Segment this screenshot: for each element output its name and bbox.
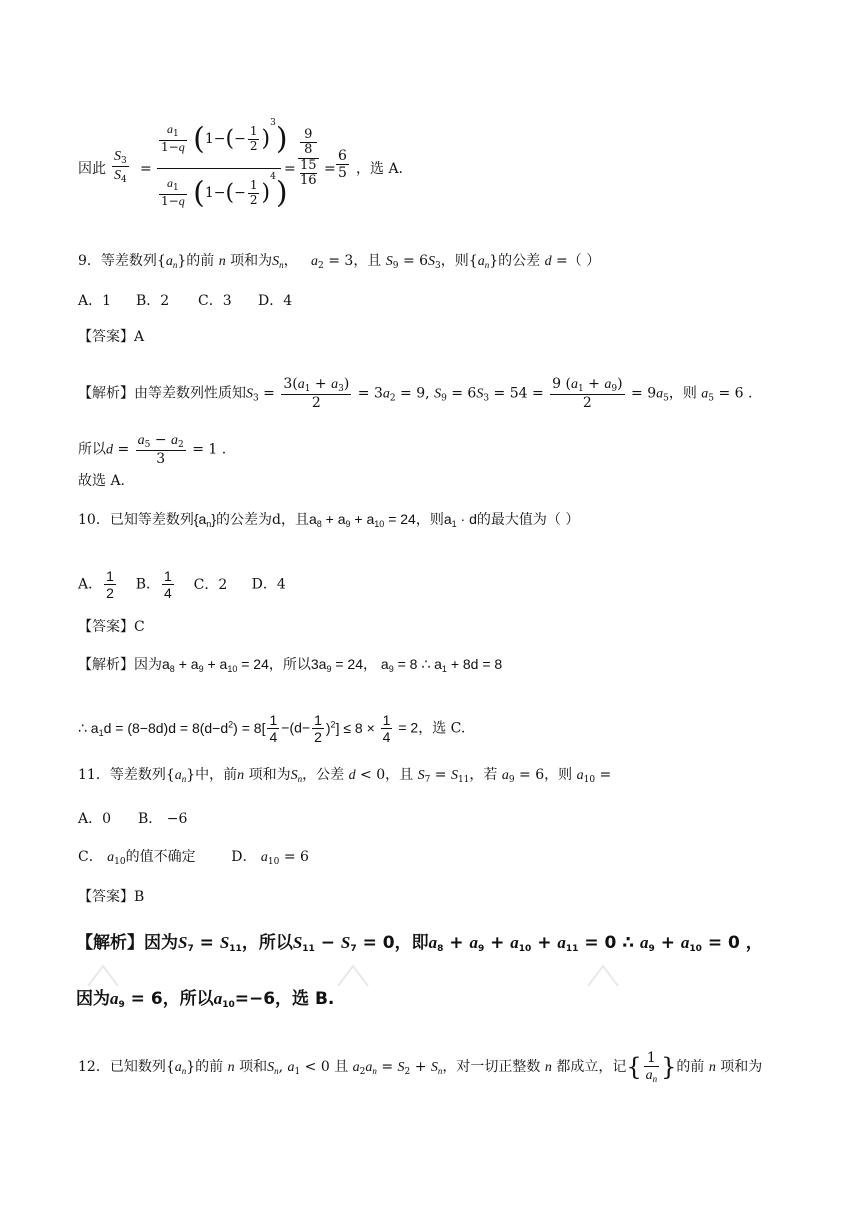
q9-so: 所以d = $\frac{a_5 - a_2}{3}$ = 1 .: [78, 432, 227, 468]
equals-3: =: [324, 161, 336, 177]
q10-answer: 【答案】C: [78, 619, 145, 635]
q8-prefix: 因此: [78, 161, 106, 177]
q9-stem: 9．等差数列$\{a_n\}$的前 n 项和为$S_n$， $a_2 = 3$，且 $S_9 = 6S_3$，则$\{a_n\}$的公差 d =（ ）: [78, 253, 601, 271]
equals-1: =: [140, 161, 152, 177]
q12-stem: 12．已知数列$\{a_n\}$的前 n 项和$S_n$, $a_1 < 0$ 且 $a_2a_n = S_2 + S_n$，对一切正整数 n 都成立，记{ $\frac{1}{a_n}$ }的前 n 项和为: [78, 1050, 763, 1085]
equals-2: =: [284, 161, 296, 177]
q9-conclusion: 故选 A.: [78, 473, 126, 489]
q9-options: A．1 B．2 C．3 D．4: [78, 293, 293, 309]
q10-analysis-2: ∴ $a_1d = (8-8d)d = 8(d-d^2) = 8$[ $\frac{1}{4}$ −(d− $\frac{1}{2}$ )$^2$] ≤ 8 × $\frac{1}{4}$ = 2，选 C.: [78, 712, 466, 746]
q8-result: $\frac{6}{5}$: [338, 148, 347, 182]
q11-answer: 【答案】B: [78, 889, 145, 905]
q11-analysis: 【解析】因为$S_7 = S_{11}$，所以$S_{11} - S_7 = 0$，即$a_8 + a_9 + a_{10} + a_{11} = 0$ ∴ $a_9 + a_{10} = 0$ ，: [76, 933, 763, 954]
s3-over-s4: $\frac{S_3}{S_4}$: [114, 149, 127, 186]
q11-options-ab: A．0 B． −6: [78, 811, 188, 827]
q8-suffix: ，选 A.: [356, 161, 404, 177]
q11-options-cd: C． $a_{10}$的值不确定 D． $a_{10} = 6$: [78, 849, 309, 867]
q8-numerator: $\frac{a_1}{1-q}$ (1−(− $\frac{1}{2}$ )$^3$): [161, 118, 288, 157]
q9-answer: 【答案】A: [78, 329, 145, 345]
q11-analysis-2: 因为$a_9 = 6$，所以$a_{10}=-6$，选 B.: [76, 989, 335, 1010]
ratio-fraction: 9 8 15 16: [300, 127, 317, 188]
q8-denominator: $\frac{a_1}{1-q}$ (1−(− $\frac{1}{2}$ )$^4$): [161, 172, 288, 211]
q10-options: A． $\frac{1}{2}$ B． $\frac{1}{4}$ C．2 D．4: [78, 568, 286, 602]
main-fraction-bar: [157, 168, 281, 169]
q9-analysis: 【解析】由等差数列性质知$S_3$ = $\frac{3(a_1 + a_3)}{2}$ = $3a_2 = 9$, $S_9 = 6S_3 = 54$ = $\frac{9 (a_1 + a_9)}{2}$ = $9a_5$，则 $a_5 = 6$ .: [78, 376, 753, 412]
q8-conclusion: [78, 162, 106, 176]
q11-stem: 11．等差数列$\{a_n\}$中，前n 项和为$S_n$，公差 d < 0，且 $S_7 = S_{11}$，若 $a_9 = 6$，则 $a_{10}$ =: [78, 767, 612, 785]
q10-stem: 10．已知等差数列$\{a_n\}$的公差为d，且$a_8 + a_9 + a_{10} = 24$，则$a_1 \cdot d$的最大值为（ ）: [78, 511, 580, 529]
q10-analysis: 【解析】因为$a_8 + a_9 + a_{10} = 24$，所以$3a_9 = 24$， $a_9 = 8$ ∴ $a_1 + 8d = 8$: [78, 656, 503, 674]
